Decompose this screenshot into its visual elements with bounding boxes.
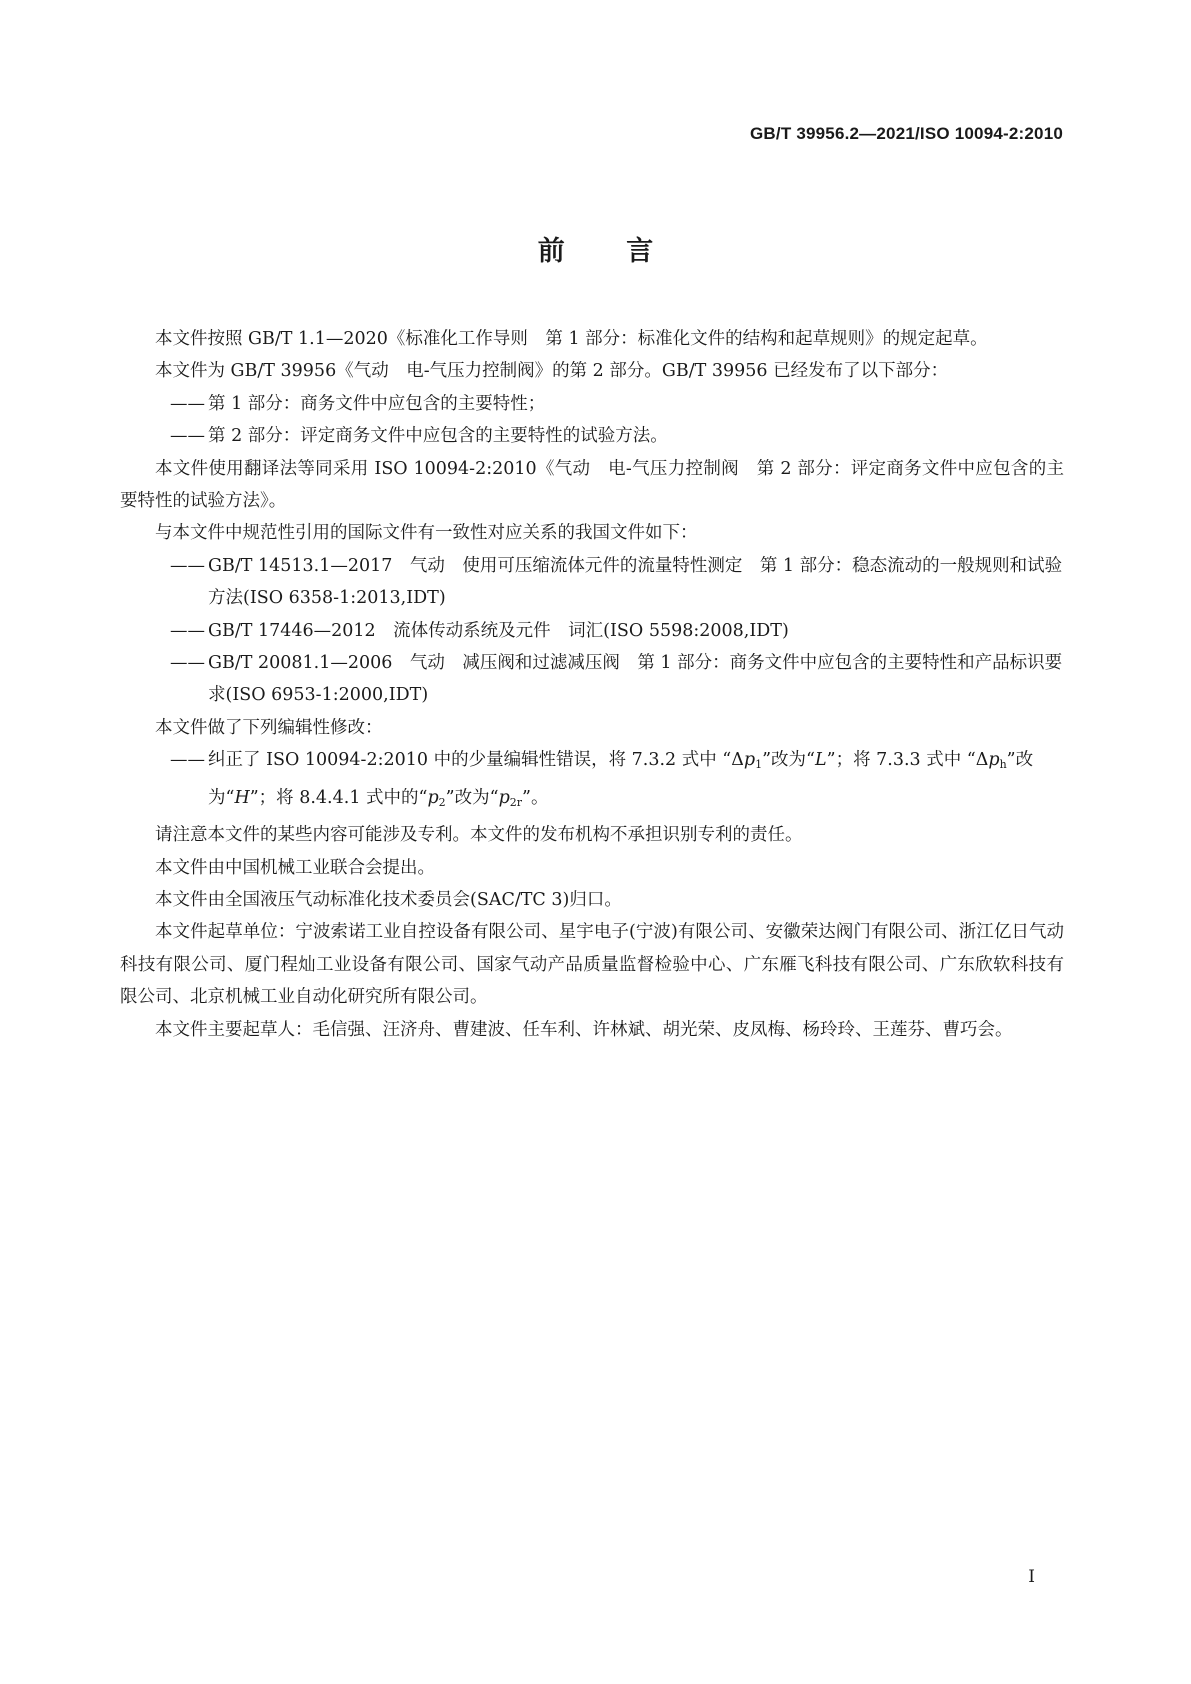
list-dash: ——	[170, 653, 205, 674]
paragraph-drafting-organizations: 本文件起草单位：宁波索诺工业自控设备有限公司、星宇电子(宁波)有限公司、安徽荣达阀门有限公司、浙江亿日气动科技有限公司、厦门程灿工业设备有限公司、国家气动产品质量监督检验中心、广东雁飞科技有限公司、广东欣软科技有限公司、北京机械工业自动化研究所有限公司。	[120, 922, 1064, 1008]
list-dash: ——	[170, 555, 205, 576]
list-item: —— 第 1 部分：商务文件中应包含的主要特性；	[120, 388, 1064, 420]
standard-code-header: GB/T 39956.2—2021/ISO 10094-2:2010	[750, 124, 1063, 143]
paragraph-drafting-rules: 本文件按照 GB/T 1.1—2020《标准化工作导则 第 1 部分：标准化文件的结构和起草规则》的规定起草。	[155, 329, 988, 349]
page-number: I	[1028, 1567, 1035, 1587]
paragraph-adoption: 本文件使用翻译法等同采用 ISO 10094-2:2010《气动 电-气压力控制阀 第 2 部分：评定商务文件中应包含的主要特性的试验方法》。	[120, 458, 1064, 512]
list-dash: ——	[170, 620, 205, 641]
paragraph-technical-committee: 本文件由全国液压气动标准化技术委员会(SAC/TC 3)归口。	[155, 889, 622, 910]
list-item: —— 纠正了 ISO 10094-2:2010 中的少量编辑性错误，将 7.3.2 式中 “$\Delta p_1$”改为“L”；将 7.3.3 式中 “$\Delta p_h$”改为“H”；将 8.4.4.1 式中的“$p_2$”改为“$p_{2r}$”。	[120, 744, 1064, 819]
list-dash: ——	[170, 750, 205, 771]
paragraph-editorial-changes: 本文件做了下列编辑性修改：	[155, 717, 383, 738]
list-item: —— GB/T 20081.1—2006 气动 减压阀和过滤减压阀 第 1 部分：商务文件中应包含的主要特性和产品标识要求(ISO 6953-1:2000,IDT)	[120, 647, 1064, 712]
page-title: 前 言	[537, 236, 680, 267]
foreword-body	[120, 323, 1064, 1046]
list-item: —— 第 2 部分：评定商务文件中应包含的主要特性的试验方法。	[120, 420, 1064, 452]
paragraph-drafters: 本文件主要起草人：毛信强、汪济舟、曹建波、任车利、许林斌、胡光荣、皮凤梅、杨玲玲、王莲芬、曹巧会。	[155, 1019, 1013, 1040]
paragraph-series-parts: 本文件为 GB/T 39956《气动 电-气压力控制阀》的第 2 部分。GB/T 39956 已经发布了以下部分：	[155, 361, 949, 382]
paragraph-patent-notice: 请注意本文件的某些内容可能涉及专利。本文件的发布机构不承担识别专利的责任。	[155, 825, 803, 846]
paragraph-references-intro: 与本文件中规范性引用的国际文件有一致性对应关系的我国文件如下：	[155, 523, 698, 544]
list-dash: ——	[170, 426, 205, 447]
list-item: —— GB/T 14513.1—2017 气动 使用可压缩流体元件的流量特性测定 第 1 部分：稳态流动的一般规则和试验方法(ISO 6358-1:2013,IDT)	[120, 550, 1064, 615]
list-dash: ——	[170, 393, 205, 414]
list-item: —— GB/T 17446—2012 流体传动系统及元件 词汇(ISO 5598:2008,IDT)	[120, 615, 1064, 647]
paragraph-proposer: 本文件由中国机械工业联合会提出。	[155, 857, 435, 878]
